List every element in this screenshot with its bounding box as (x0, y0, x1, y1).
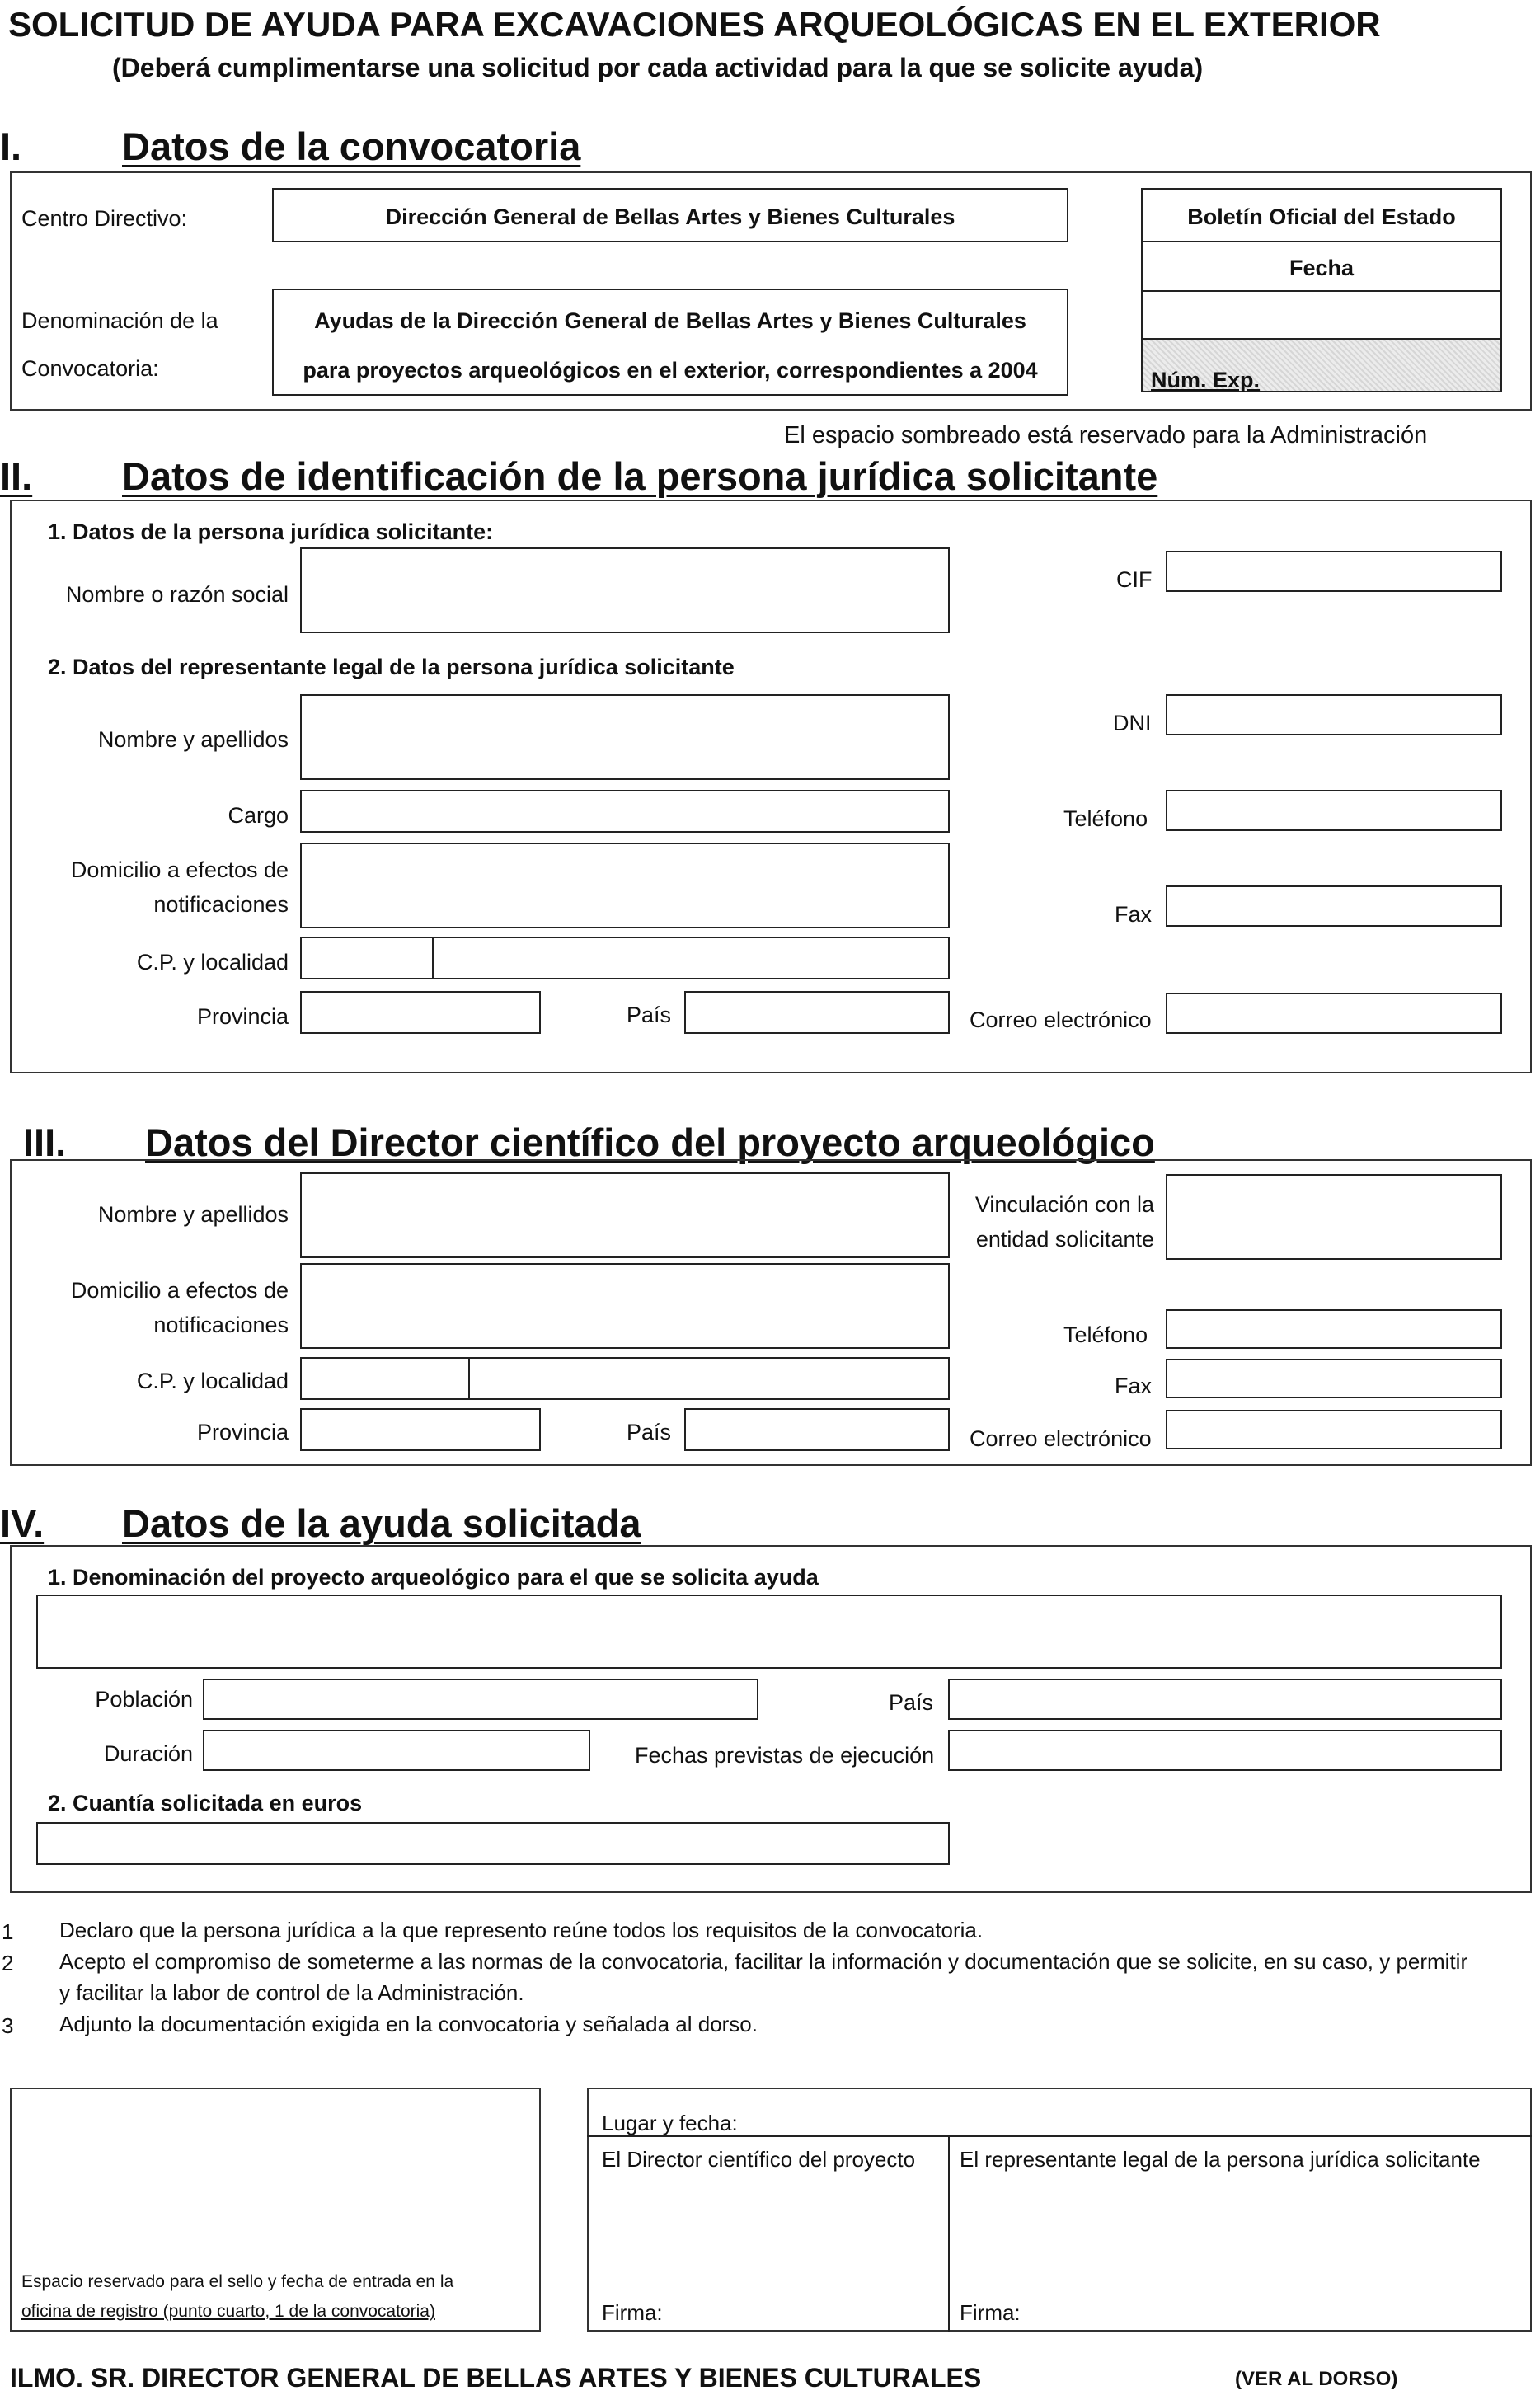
denominacion-value-2: para proyectos arqueológicos en el exterior, correspondientes a 2004 (303, 358, 1038, 383)
section-2-number: II. (0, 454, 33, 498)
declaration-3-text: Adjunto la documentación exigida en la convocatoria y señalada al dorso. (59, 2012, 758, 2036)
section-4-title: Datos de la ayuda solicitada (122, 1501, 641, 1545)
declaration-2-text: Acepto el compromiso de someterme a las normas de la convocatoria, facilitar la información y documentación que se solicite, en su caso, y permitir (59, 1949, 1468, 1974)
rep-nombre-input[interactable] (300, 694, 950, 780)
director-signature-area[interactable] (590, 2177, 945, 2292)
reserved-note: El espacio sombreado está reservado para la Administración (784, 422, 1428, 449)
signature-divider (587, 2135, 1532, 2137)
lugar-fecha-input[interactable] (742, 2101, 1525, 2134)
fecha-field[interactable] (1143, 292, 1500, 338)
vinculacion-label-1: Vinculación con la (974, 1192, 1154, 1217)
form-title: SOLICITUD DE AYUDA PARA EXCAVACIONES ARQUEOLÓGICAS EN EL EXTERIOR (8, 5, 1381, 44)
dir-nombre-label: Nombre y apellidos (97, 1202, 289, 1227)
iv-pais-input[interactable] (948, 1679, 1502, 1720)
centro-directivo-value: Dirección General de Bellas Artes y Bienes Culturales (385, 204, 955, 229)
registry-stamp-box (10, 2088, 541, 2332)
section-1-number: I. (0, 124, 22, 168)
fechas-label: Fechas previstas de ejecución (635, 1743, 935, 1768)
section-3-number: III. (23, 1120, 67, 1164)
rep-nombre-label: Nombre y apellidos (97, 727, 289, 752)
dir-pais-input[interactable] (684, 1408, 950, 1451)
registry-stamp-note-2: oficina de registro (punto cuarto, 1 de la convocatoria) (21, 2302, 435, 2321)
provincia-input[interactable] (300, 991, 541, 1034)
dir-nombre-input[interactable] (300, 1172, 950, 1258)
declaration-2-number: 2 (2, 1951, 14, 1975)
fechas-input[interactable] (948, 1730, 1502, 1771)
pais-input[interactable] (684, 991, 950, 1034)
declaration-3-number: 3 (2, 2013, 14, 2038)
ver-al-dorso: (VER AL DORSO) (1235, 2368, 1398, 2390)
representante-signature-area[interactable] (953, 2177, 1527, 2292)
boe-divider-1 (1141, 241, 1502, 242)
declaration-2-text-cont: y facilitar la labor de control de la Administración. (59, 1980, 524, 2005)
lugar-fecha-label: Lugar y fecha: (602, 2111, 738, 2135)
form-subtitle: (Deberá cumplimentarse una solicitud por cada actividad para la que se solicite ayuda) (112, 53, 1204, 82)
proyecto-denominacion-input[interactable] (36, 1595, 1502, 1669)
domicilio-label-1: Domicilio a efectos de (70, 857, 289, 882)
dir-domicilio-input[interactable] (300, 1263, 950, 1349)
dir-provincia-input[interactable] (300, 1408, 541, 1451)
dir-pais-label: País (627, 1420, 672, 1444)
telefono-label: Teléfono (1063, 806, 1148, 831)
cif-label: CIF (1116, 567, 1153, 592)
fecha-label: Fecha (1289, 256, 1355, 280)
iv-sub-1-label: 1. Denominación del proyecto arqueológico para el que se solicita ayuda (48, 1565, 819, 1590)
dir-cp-label: C.P. y localidad (136, 1369, 289, 1393)
dir-domicilio-label-2: notificaciones (153, 1313, 289, 1337)
section-2-title: Datos de identificación de la persona jurídica solicitante (122, 454, 1158, 498)
registry-stamp-note-1: Espacio reservado para el sello y fecha de entrada en la (21, 2272, 454, 2291)
denominacion-value-1: Ayudas de la Dirección General de Bellas Artes y Bienes Culturales (314, 308, 1026, 333)
denominacion-label-2: Convocatoria: (21, 356, 159, 381)
cargo-label: Cargo (228, 803, 289, 828)
poblacion-label: Población (95, 1687, 193, 1712)
section-3-title: Datos del Director científico del proyecto arqueológico (145, 1120, 1155, 1164)
dir-fax-label: Fax (1115, 1374, 1153, 1398)
cuantia-input[interactable] (36, 1822, 950, 1865)
representante-firma-label: Firma: (960, 2300, 1021, 2325)
dir-cp-input[interactable] (300, 1357, 470, 1400)
num-exp-label: Núm. Exp. (1151, 368, 1261, 392)
addressee: ILMO. SR. DIRECTOR GENERAL DE BELLAS ARTES Y BIENES CULTURALES (10, 2363, 982, 2393)
dir-telefono-label: Teléfono (1063, 1322, 1148, 1347)
dni-label: DNI (1113, 711, 1152, 735)
dir-correo-input[interactable] (1166, 1410, 1502, 1449)
cif-input[interactable] (1166, 551, 1502, 592)
representante-signature-title: El representante legal de la persona jurídica solicitante (960, 2147, 1481, 2172)
dir-correo-label: Correo electrónico (970, 1426, 1152, 1451)
dni-input[interactable] (1166, 694, 1502, 735)
declaration-1-text: Declaro que la persona jurídica a la que represento reúne todos los requisitos de la convocatoria. (59, 1918, 984, 1942)
correo-input[interactable] (1166, 993, 1502, 1034)
section-4-number: IV. (0, 1501, 45, 1545)
duracion-input[interactable] (203, 1730, 590, 1771)
vinculacion-label-2: entidad solicitante (975, 1227, 1154, 1252)
boe-label: Boletín Oficial del Estado (1187, 204, 1456, 229)
dir-domicilio-label-1: Domicilio a efectos de (70, 1278, 289, 1303)
nombre-razon-input[interactable] (300, 547, 950, 633)
centro-directivo-label: Centro Directivo: (21, 206, 188, 231)
correo-label: Correo electrónico (970, 1007, 1152, 1032)
dir-localidad-input[interactable] (468, 1357, 950, 1400)
pais-label: País (627, 1003, 672, 1027)
section-1-title: Datos de la convocatoria (122, 124, 581, 168)
dir-fax-input[interactable] (1166, 1359, 1502, 1398)
director-firma-label: Firma: (602, 2300, 663, 2325)
cargo-input[interactable] (300, 790, 950, 833)
provincia-label: Provincia (196, 1004, 289, 1029)
iv-pais-label: País (889, 1690, 934, 1715)
nombre-razon-label: Nombre o razón social (65, 582, 289, 607)
director-signature-title: El Director científico del proyecto (602, 2147, 916, 2172)
duracion-label: Duración (103, 1741, 193, 1766)
dir-telefono-input[interactable] (1166, 1309, 1502, 1349)
denominacion-label-1: Denominación de la (21, 308, 218, 333)
declaration-1-number: 1 (2, 1919, 14, 1944)
signature-column-divider (948, 2135, 950, 2332)
vinculacion-input[interactable] (1166, 1174, 1502, 1260)
domicilio-input[interactable] (300, 843, 950, 928)
telefono-input[interactable] (1166, 790, 1502, 831)
fax-label: Fax (1115, 902, 1153, 927)
fax-input[interactable] (1166, 885, 1502, 927)
localidad-input[interactable] (432, 937, 950, 979)
sub-2-label: 2. Datos del representante legal de la persona jurídica solicitante (48, 655, 735, 679)
poblacion-input[interactable] (203, 1679, 758, 1720)
cp-label: C.P. y localidad (136, 950, 289, 975)
sub-1-label: 1. Datos de la persona jurídica solicitante: (48, 519, 494, 544)
cp-input[interactable] (300, 937, 434, 979)
dir-provincia-label: Provincia (196, 1420, 289, 1444)
iv-sub-2-label: 2. Cuantía solicitada en euros (48, 1791, 363, 1815)
domicilio-label-2: notificaciones (153, 892, 289, 917)
